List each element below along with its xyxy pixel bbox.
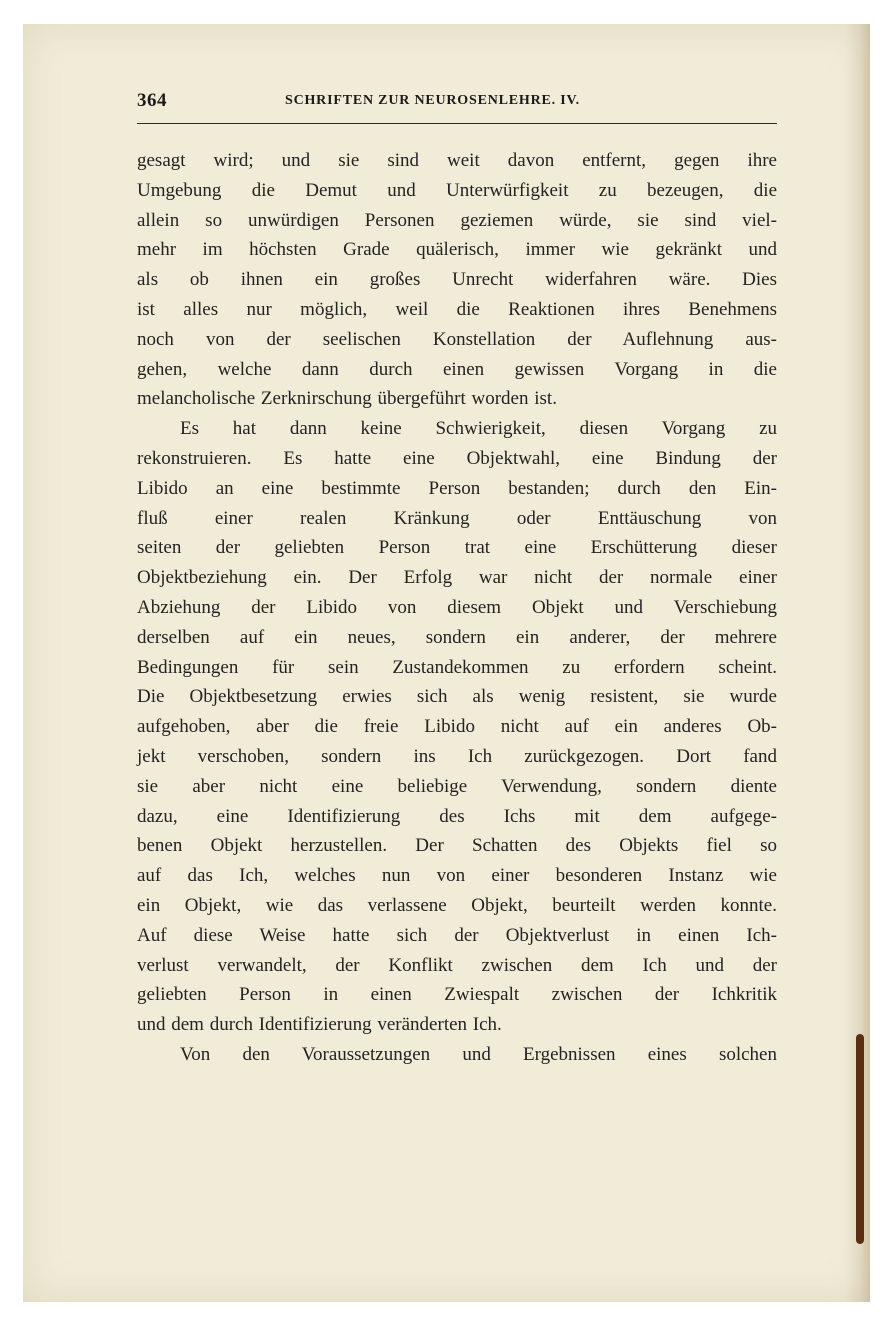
- text-line: und dem durch Identifizierung veränderten Ich.: [137, 1014, 502, 1036]
- header-rule: [137, 123, 777, 124]
- text-line: gesagt wird; und sie sind weit davon entfernt, gegen ihre: [137, 150, 777, 171]
- text-line: derselben auf ein neues, sondern ein anderer, der mehrere: [137, 626, 777, 648]
- text-line: als ob ihnen ein großes Unrecht widerfahren wäre. Dies: [137, 269, 777, 291]
- text-line: aufgehoben, aber die freie Libido nicht auf ein anderes Ob-: [137, 716, 777, 738]
- text-line: geliebten Person in einen Zwiespalt zwischen der Ichkritik: [137, 984, 777, 1006]
- text-line: Die Objektbesetzung erwies sich als wenig resistent, sie wurde: [137, 686, 777, 708]
- text-line: Objektbeziehung ein. Der Erfolg war nicht der normale einer: [137, 567, 777, 589]
- page-number: 364: [137, 90, 167, 111]
- text-line: Von den Voraussetzungen und Ergebnissen eines solchen: [180, 1043, 777, 1065]
- text-line: Umgebung die Demut und Unterwürfigkeit zu bezeugen, die: [137, 179, 777, 201]
- text-line: ein Objekt, wie das verlassene Objekt, beurteilt werden konnte.: [137, 894, 777, 916]
- text-line: rekonstruieren. Es hatte eine Objektwahl, eine Bindung der: [137, 447, 777, 469]
- text-line: Bedingungen für sein Zustandekommen zu erfordern scheint.: [137, 656, 777, 678]
- text-line: Libido an eine bestimmte Person bestanden; durch den Ein-: [137, 477, 777, 499]
- text-line: melancholische Zerknirschung übergeführt worden ist.: [137, 388, 557, 410]
- body-text: [137, 146, 777, 1070]
- text-line: dazu, eine Identifizierung des Ichs mit dem aufgege-: [137, 805, 777, 827]
- text-line: verlust verwandelt, der Konflikt zwischen dem Ich und der: [137, 954, 777, 976]
- page-header: [137, 90, 777, 122]
- text-line: fluß einer realen Kränkung oder Enttäuschung von: [137, 507, 777, 529]
- text-line: mehr im höchsten Grade quälerisch, immer wie gekränkt und: [137, 239, 777, 261]
- text-line: auf das Ich, welches nun von einer besonderen Instanz wie: [137, 865, 777, 887]
- text-line: sie aber nicht eine beliebige Verwendung, sondern diente: [137, 775, 777, 797]
- text-line: Abziehung der Libido von diesem Objekt und Verschiebung: [137, 596, 777, 618]
- text-line: gehen, welche dann durch einen gewissen Vorgang in die: [137, 358, 777, 380]
- text-line: jekt verschoben, sondern ins Ich zurückgezogen. Dort fand: [137, 745, 777, 767]
- text-line: allein so unwürdigen Personen geziemen würde, sie sind viel-: [137, 209, 777, 231]
- text-line: Es hat dann keine Schwierigkeit, diesen Vorgang zu: [180, 418, 777, 440]
- text-line: Auf diese Weise hatte sich der Objektverlust in einen Ich-: [137, 924, 777, 946]
- text-line: ist alles nur möglich, weil die Reaktionen ihres Benehmens: [137, 298, 777, 320]
- text-line: noch von der seelischen Konstellation der Auflehnung aus-: [137, 328, 777, 350]
- text-line: benen Objekt herzustellen. Der Schatten des Objekts fiel so: [137, 835, 777, 857]
- running-title: SCHRIFTEN ZUR NEUROSENLEHRE. IV.: [285, 93, 580, 108]
- page-edge-stain: [856, 1034, 864, 1244]
- text-line: seiten der geliebten Person trat eine Erschütterung dieser: [137, 537, 777, 559]
